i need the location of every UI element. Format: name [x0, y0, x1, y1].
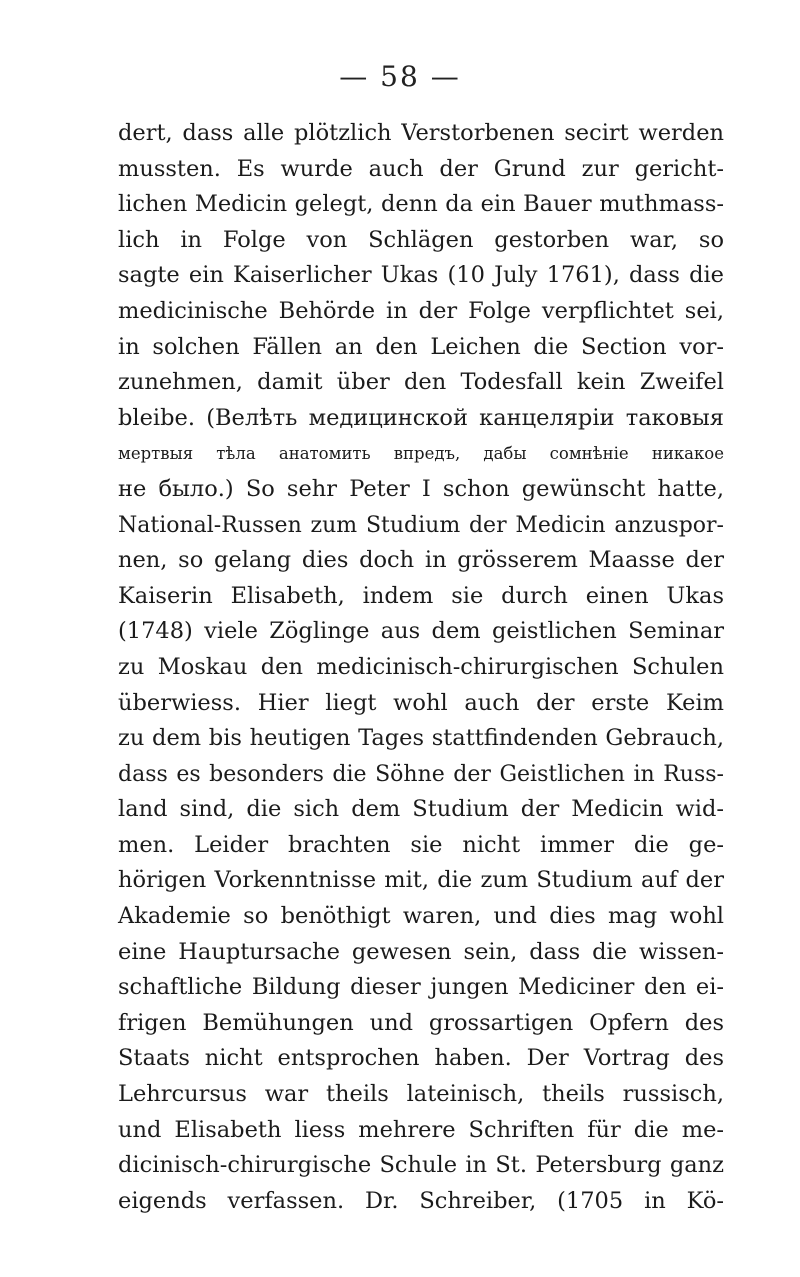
text-line: dass es besonders die Söhne der Geistlichen in Russ-: [118, 761, 724, 787]
text-line: eine Hauptursache gewesen sein, dass die wissen-: [118, 938, 724, 965]
text-line: medicinische Behörde in der Folge verpflichtet sei,: [118, 297, 724, 324]
text-line: zu Moskau den medicinisch-chirurgischen Schulen: [118, 653, 724, 680]
text-line: in solchen Fällen an den Leichen die Section vor-: [118, 333, 724, 360]
text-line: dicinisch-chirurgische Schule in St. Petersburg ganz: [118, 1152, 724, 1179]
text-line: land sind, die sich dem Studium der Medicin wid-: [118, 796, 724, 823]
text-line: schaftliche Bildung dieser jungen Mediciner den ei-: [118, 974, 724, 1001]
text-line: lich in Folge von Schlägen gestorben war, so: [118, 226, 724, 253]
text-line: mussten. Es wurde auch der Grund zur gericht-: [118, 155, 724, 182]
text-line: nen, so gelang dies doch in grösserem Maasse der: [118, 547, 724, 574]
text-line: dert, dass alle plötzlich Verstorbenen secirt werden: [118, 120, 724, 146]
text-line: Kaiserin Elisabeth, indem sie durch einen Ukas: [118, 582, 724, 609]
text-line: bleibe. (Велѣть медицинской канцеляріи таковыя: [118, 404, 724, 431]
text-line-russian: мертвыя тѣла анатомить впредъ, дабы сомнѣніе никакое: [118, 444, 724, 464]
text-line: Staats nicht entsprochen haben. Der Vortrag des: [118, 1045, 724, 1072]
text-line: Akademie so benöthigt waren, und dies mag wohl: [118, 903, 724, 930]
text-line: men. Leider brachten sie nicht immer die ge-: [118, 831, 724, 858]
text-line: frigen Bemühungen und grossartigen Opfern des: [118, 1009, 724, 1036]
text-line: hörigen Vorkenntnisse mit, die zum Studium auf der: [118, 867, 724, 894]
text-line: zunehmen, damit über den Todesfall kein Zweifel: [118, 369, 724, 396]
text-line: lichen Medicin gelegt, denn da ein Bauer muthmass-: [118, 191, 724, 218]
text-line: und Elisabeth liess mehrere Schriften für die me-: [118, 1116, 724, 1143]
text-line: (1748) viele Zöglinge aus dem geistlichen Seminar: [118, 618, 724, 645]
text-line: National-Russen zum Studium der Medicin anzuspor-: [118, 512, 724, 538]
body-text: [118, 116, 724, 1219]
text-line: überwiess. Hier liegt wohl auch der erste Keim: [118, 689, 724, 716]
page-number: — 58 —: [339, 60, 461, 93]
text-line: eigends verfassen. Dr. Schreiber, (1705 in Kö-: [118, 1187, 724, 1214]
text-line: Lehrcursus war theils lateinisch, theils russisch,: [118, 1081, 724, 1108]
text-line: sagte ein Kaiserlicher Ukas (10 July 1761), dass die: [118, 262, 724, 289]
text-line: zu dem bis heutigen Tages stattfindenden Gebrauch,: [118, 725, 724, 752]
text-line: не было.) So sehr Peter I schon gewünscht hatte,: [118, 475, 724, 502]
